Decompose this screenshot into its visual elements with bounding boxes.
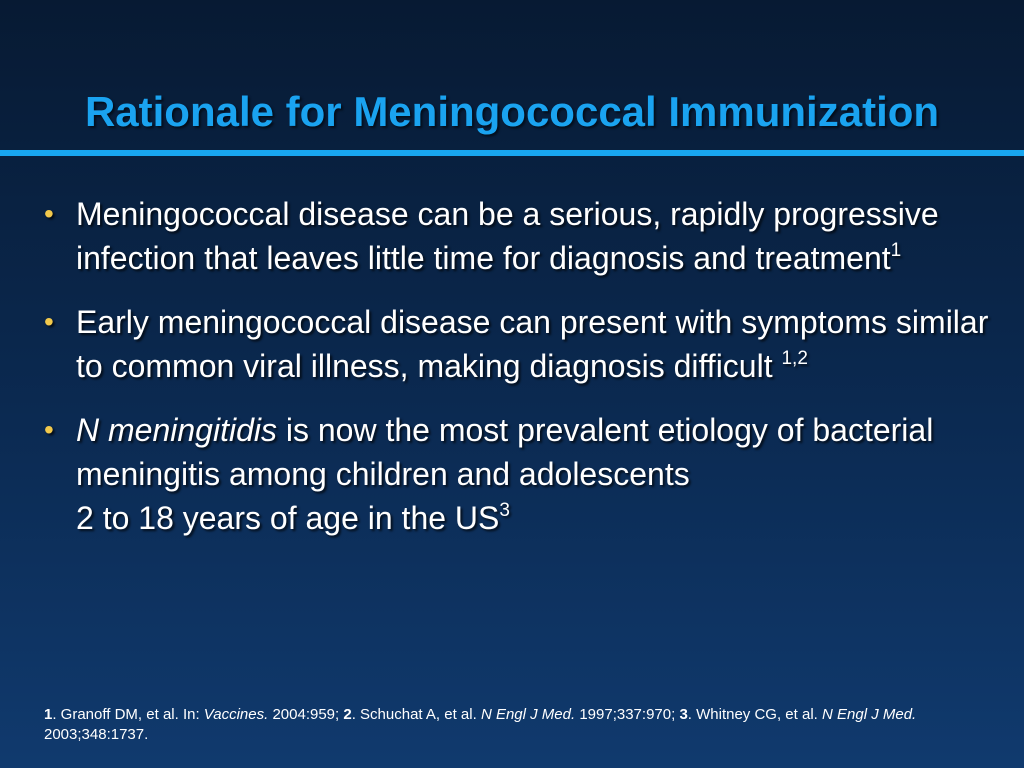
footnote-journal: Vaccines. — [203, 706, 269, 723]
reference-superscript: 1,2 — [781, 348, 808, 369]
bullet-text: Meningococcal disease can be a serious, rapidly progressive infection that leaves little time for diagnosis and treatment — [76, 196, 939, 276]
footnote-number: 1 — [44, 706, 53, 723]
slide-title: Rationale for Meningococcal Immunization — [84, 88, 940, 135]
reference-superscript: 3 — [499, 500, 510, 521]
footnote-text: . Schuchat A, et al. — [351, 706, 481, 723]
footnote-text: . Granoff DM, et al. In: — [52, 706, 204, 723]
footnote-journal: N Engl J Med. — [480, 706, 576, 723]
footnote-text: . Whitney CG, et al. — [687, 706, 822, 723]
bullet-dot-icon: • — [44, 306, 54, 337]
bullet-dot-icon: • — [44, 414, 54, 445]
bullet-text: is now the most prevalent etiology of bacterial meningitis among children and adolescents — [76, 412, 934, 492]
bullet-text: Early meningococcal disease can present with symptoms similar to common viral illness, making diagnosis difficult — [76, 304, 989, 384]
bullet-item-2 — [42, 300, 1002, 388]
footnote-journal: N Engl J Med. — [822, 706, 917, 723]
footnote-number: 2 — [343, 706, 352, 723]
bullet-list — [42, 192, 1002, 560]
bullet-item-3 — [42, 408, 1002, 540]
footnote-text: 2003;348:1737. — [44, 726, 149, 743]
bullet-text-continued: 2 to 18 years of age in the US — [76, 500, 500, 536]
title-divider — [0, 150, 1024, 156]
bullet-dot-icon: • — [44, 198, 54, 229]
organism-name: N meningitidis — [76, 412, 277, 448]
reference-superscript: 1 — [890, 240, 902, 261]
footnote-number: 3 — [679, 706, 688, 723]
footnote-text: 1997;337:970; — [575, 706, 680, 723]
footnote-references — [44, 705, 984, 745]
footnote-text: 2004:959; — [268, 706, 344, 723]
bullet-item-1 — [42, 192, 1002, 280]
